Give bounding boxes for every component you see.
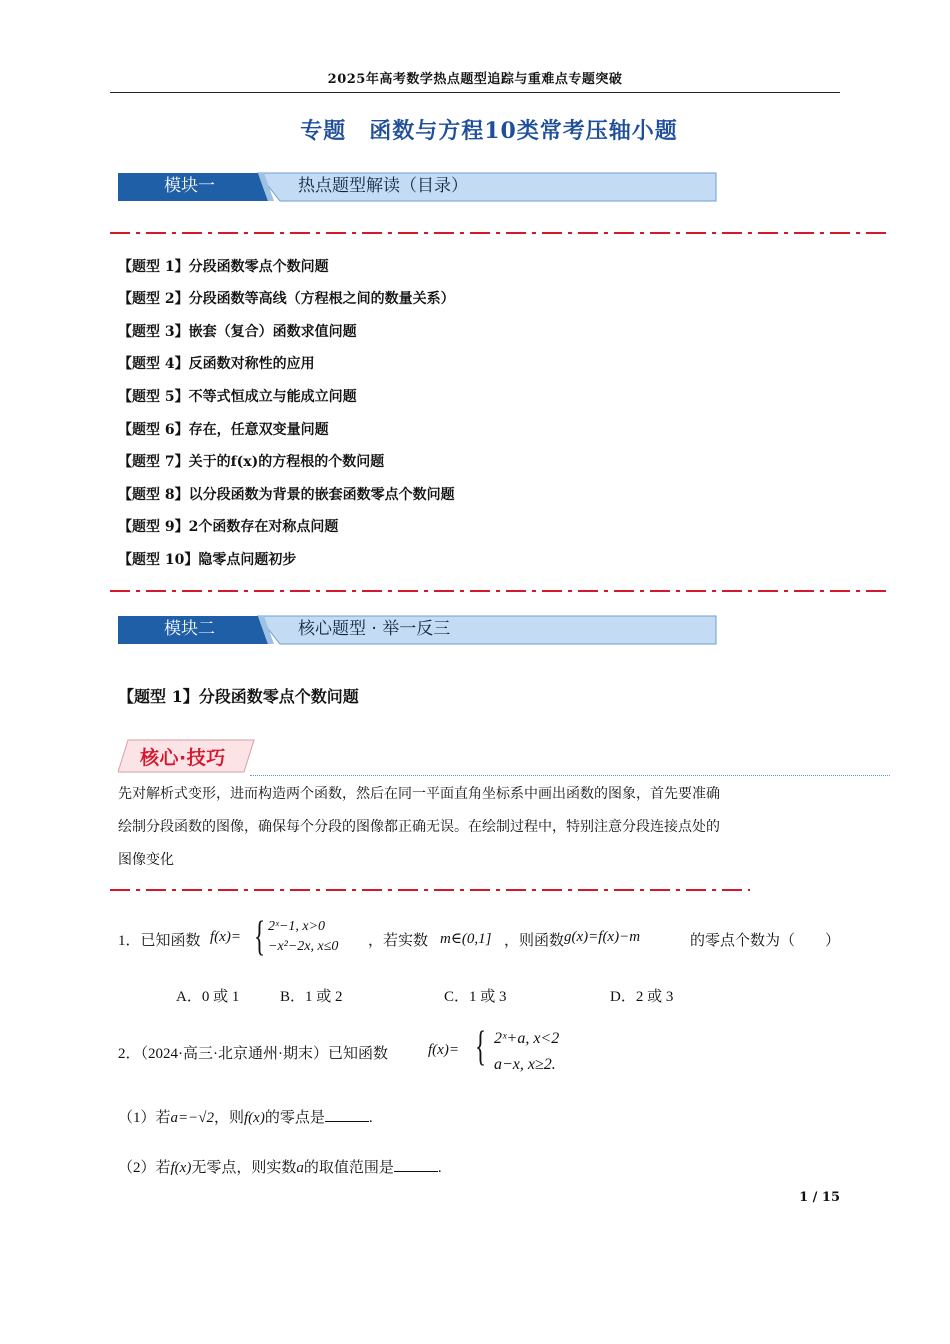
question-1 <box>118 914 848 964</box>
toc-text: 隐零点问题初步 <box>198 552 297 568</box>
q2-case: 2ˣ+a, x<2 <box>494 1030 560 1047</box>
header-rule <box>110 92 840 93</box>
q2-part-text: 的取值范围是 <box>303 1160 394 1176</box>
toc-item[interactable] <box>118 289 455 309</box>
toc-tag: 【题型 1】 <box>118 259 189 275</box>
option-a[interactable]: A．0 或 1 <box>176 989 240 1005</box>
module-two-label: 模块二 <box>164 619 215 639</box>
toc-text: 分段函数零点个数问题 <box>188 259 329 275</box>
q1-function: f(x)= <box>210 929 241 945</box>
module-one-title: 热点题型解读（目录） <box>298 176 468 196</box>
option-d[interactable]: D．2 或 3 <box>610 989 674 1005</box>
q2-part-1 <box>118 1106 373 1127</box>
toc-item[interactable] <box>118 322 357 342</box>
toc-tag: 【题型 3】 <box>118 324 189 340</box>
toc-item[interactable] <box>118 420 329 440</box>
toc-text: 存在，任意双变量问题 <box>188 422 329 438</box>
toc-tag: 【题型 5】 <box>118 389 189 405</box>
section-heading: 【题型 1】分段函数零点个数问题 <box>118 687 359 706</box>
q1-g-definition: g(x)=f(x)−m <box>564 929 641 945</box>
toc-item[interactable] <box>118 387 357 407</box>
q1-case: −x²−2x, x≤0 <box>268 939 339 954</box>
toc-text: 嵌套（复合）函数求值问题 <box>188 324 357 340</box>
left-brace-icon: { <box>254 914 266 960</box>
q1-cases <box>268 917 338 957</box>
q2-cases <box>494 1026 559 1078</box>
q2-period: . <box>437 1160 442 1176</box>
running-header: 2025年高考数学热点题型追踪与重难点专题突破 <box>327 72 623 87</box>
badge-dotted-rule <box>250 775 890 776</box>
tip-line: 图像变化 <box>118 852 174 868</box>
module-two-band <box>118 615 718 645</box>
q1-case: 2ˣ−1, x>0 <box>268 919 326 934</box>
toc-item[interactable] <box>118 354 315 374</box>
core-tips-badge <box>118 738 256 774</box>
toc-tag: 【题型 2】 <box>118 291 189 307</box>
dash-divider <box>110 887 750 893</box>
q2-part-text: （2）若 <box>118 1160 171 1176</box>
q2-part-text: 的零点是 <box>264 1110 325 1126</box>
q2-variable: a <box>296 1160 304 1176</box>
option-b[interactable]: B．1 或 2 <box>280 989 343 1005</box>
q1-text: 的零点个数为（ ） <box>690 933 841 949</box>
tip-paragraph <box>118 778 858 877</box>
toc-tag: 【题型 6】 <box>118 422 189 438</box>
dash-divider <box>110 230 890 236</box>
toc-tag: 【题型 4】 <box>118 356 189 372</box>
toc-tag: 【题型 8】 <box>118 487 189 503</box>
option-c[interactable]: C．1 或 3 <box>444 989 507 1005</box>
q2-part-text: 无零点，则实数 <box>191 1160 297 1176</box>
q1-condition: m∈(0,1] <box>440 931 492 947</box>
q2-part-2 <box>118 1156 442 1177</box>
q2-function-ref: f(x) <box>170 1160 192 1176</box>
toc-text: 以分段函数为背景的嵌套函数零点个数问题 <box>188 487 455 503</box>
document-title: 专题 函数与方程10类常考压轴小题 <box>300 118 678 144</box>
question-2 <box>118 1022 848 1080</box>
q2-function: f(x)= <box>428 1042 459 1058</box>
module-two-title: 核心题型 · 举一反三 <box>298 619 451 639</box>
q2-stem: 2．（2024·高三·北京通州·期末）已知函数 <box>118 1046 388 1062</box>
toc-item[interactable] <box>118 485 455 505</box>
toc-text: 关于的f(x)的方程根的个数问题 <box>188 454 385 470</box>
toc-text: 反函数对称性的应用 <box>188 356 315 372</box>
left-brace-icon: { <box>475 1024 487 1070</box>
q2-case: a−x, x≥2. <box>494 1056 556 1073</box>
toc-text: 不等式恒成立与能成立问题 <box>188 389 357 405</box>
toc-tag: 【题型 9】 <box>118 519 189 535</box>
tip-line: 先对解析式变形，进而构造两个函数，然后在同一平面直角坐标系中画出函数的图象，首先要准确 <box>118 786 720 802</box>
module-one-label: 模块一 <box>164 176 215 196</box>
q2-condition: a=−√2 <box>170 1110 214 1126</box>
toc-item[interactable] <box>118 550 296 570</box>
core-tips-label: 核心·技巧 <box>140 747 226 769</box>
toc-tag: 【题型 7】 <box>118 454 189 470</box>
answer-blank[interactable] <box>394 1157 438 1172</box>
toc-item[interactable] <box>118 452 384 472</box>
module-one-band <box>118 172 718 202</box>
toc-text: 2个函数存在对称点问题 <box>188 519 339 535</box>
q2-part-text: （1）若 <box>118 1110 171 1126</box>
q1-text: ，若实数 <box>368 933 429 949</box>
q1-text: ，则函数 <box>504 933 565 949</box>
tip-line: 绘制分段函数的图像，确保每个分段的图像都正确无误。在绘制过程中，特别注意分段连接点处的 <box>118 819 720 835</box>
q2-period: . <box>368 1110 373 1126</box>
page-number: 1 / 15 <box>799 1190 840 1205</box>
q2-part-text: ，则 <box>214 1110 245 1126</box>
toc-text: 分段函数等高线（方程根之间的数量关系） <box>188 291 455 307</box>
toc-item[interactable] <box>118 517 338 537</box>
q1-stem: 1．已知函数 <box>118 933 201 949</box>
dash-divider <box>110 588 890 594</box>
toc-item[interactable] <box>118 257 329 277</box>
q2-function-ref: f(x) <box>244 1110 265 1126</box>
toc-tag: 【题型 10】 <box>118 552 199 568</box>
answer-blank[interactable] <box>325 1107 369 1122</box>
